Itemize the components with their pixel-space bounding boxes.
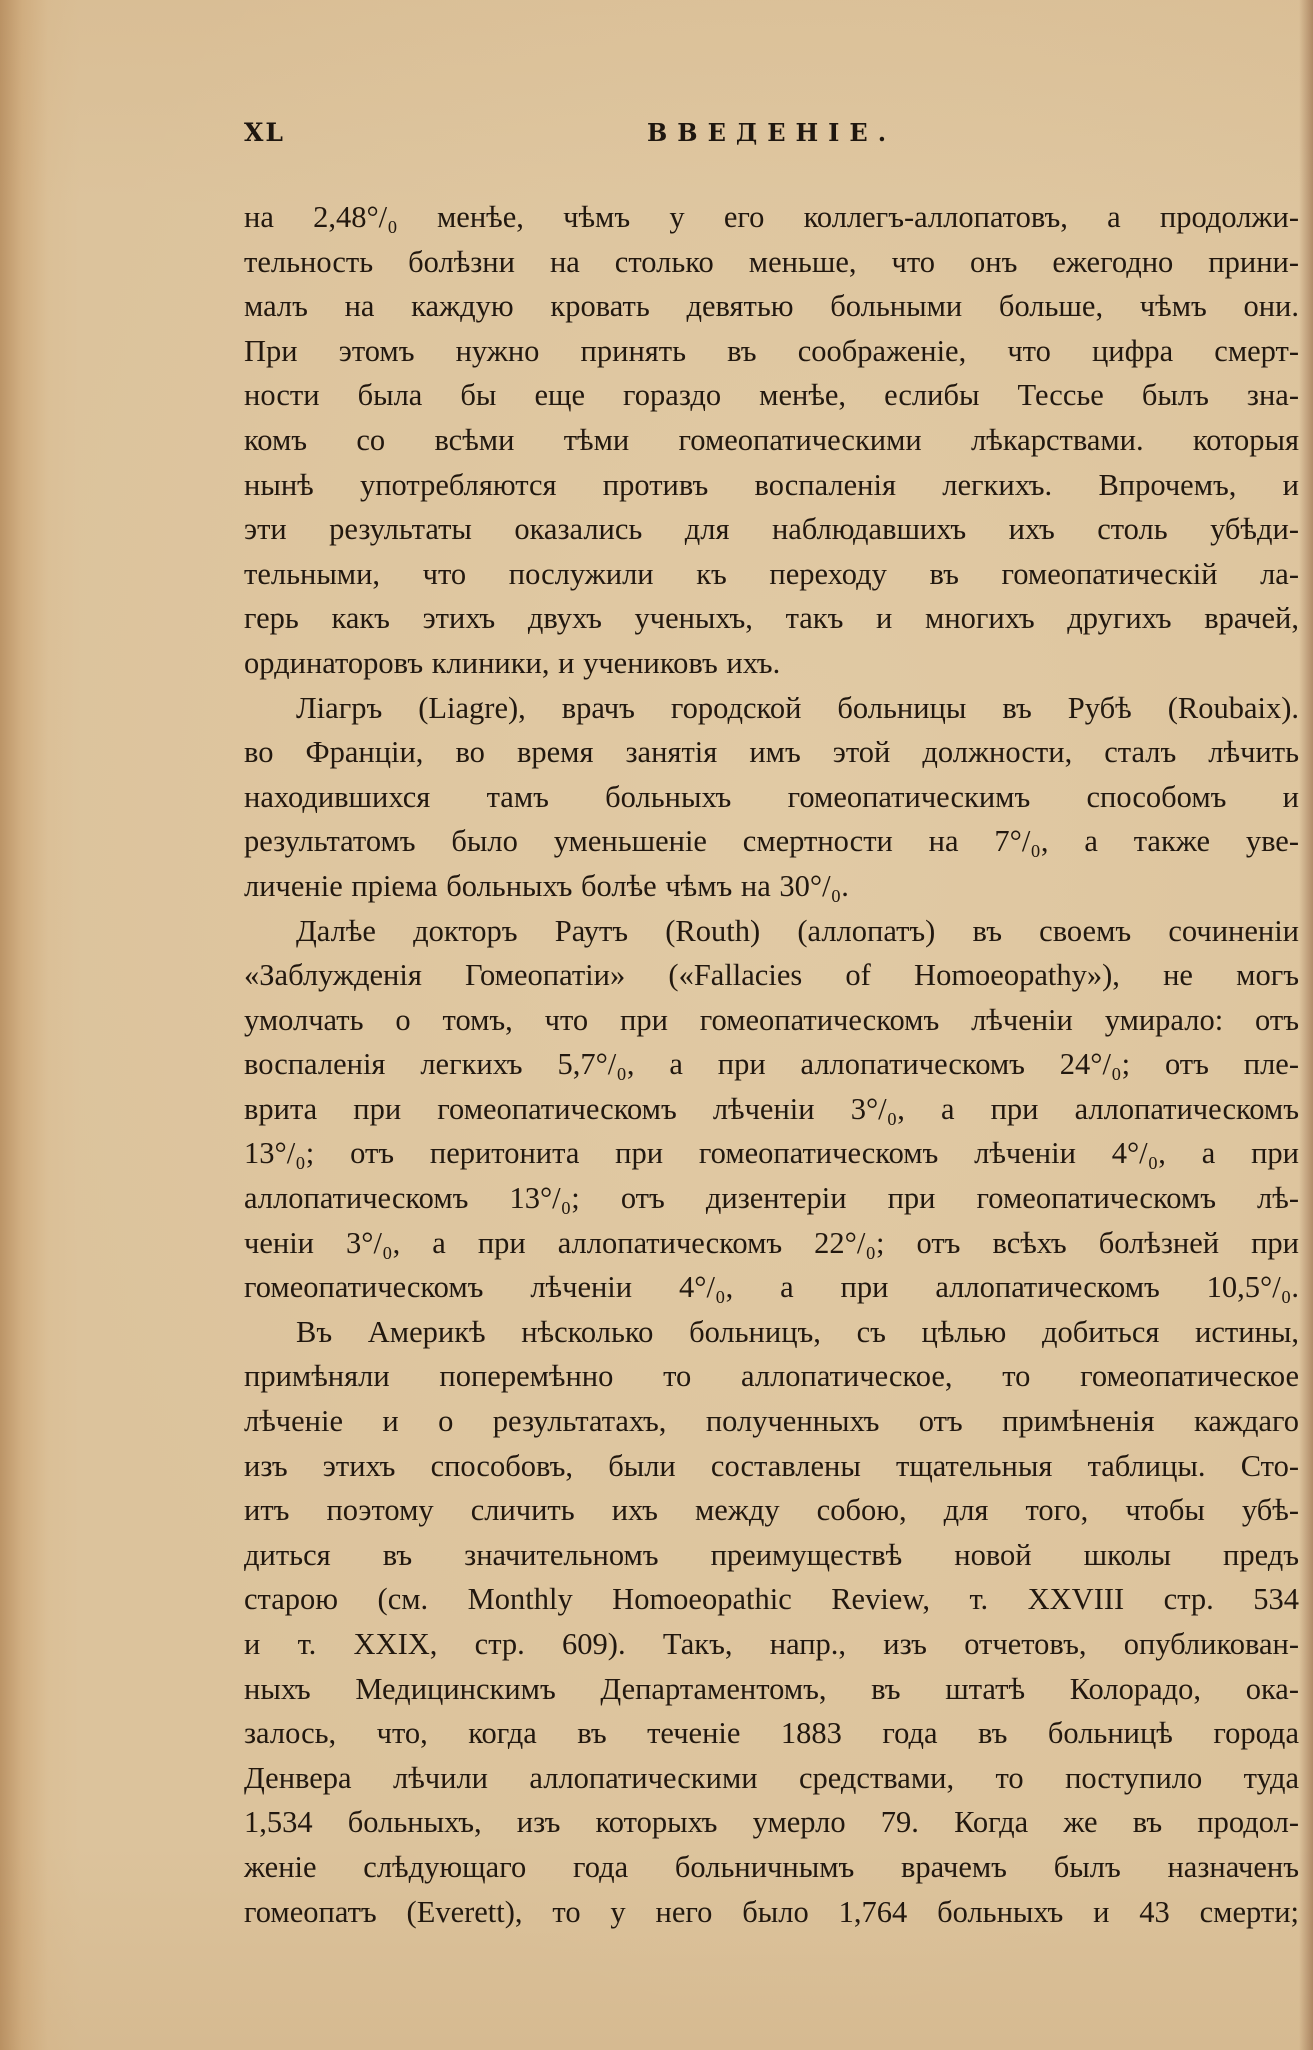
body-text [244,195,1299,1934]
text-line: залось, что, когда въ теченіе 1883 года въ больницѣ города [244,1716,1299,1751]
text-line: гомеопатъ (Everett), то у него было 1,764 больныхъ и 43 смерти; [244,1894,1299,1929]
text-line: ныхъ Медицинскимъ Департаментомъ, въ штатѣ Колорадо, ока- [244,1671,1299,1706]
running-title: ВВЕДЕНІЕ. [647,118,897,147]
paragraph [244,195,1299,686]
text-line: комъ со всѣми тѣми гомеопатическими лѣкарствами. которыя [244,422,1299,457]
text-line: результатомъ было уменьшеніе смертности на 7°/₀, а также уве- [244,824,1299,859]
text-line: нынѣ употребляются противъ воспаленія легкихъ. Впрочемъ, и [244,467,1299,502]
text-line: малъ на каждую кровать девятью больными больше, чѣмъ они. [244,289,1299,324]
text-line: герь какъ этихъ двухъ ученыхъ, такъ и многихъ другихъ врачей, [244,601,1299,636]
text-line: примѣняли поперемѣнно то аллопатическое, то гомеопатическое [244,1359,1299,1394]
text-line: воспаленія легкихъ 5,7°/₀, а при аллопатическомъ 24°/₀; отъ пле- [244,1047,1299,1082]
text-line: 13°/₀; отъ перитонита при гомеопатическомъ лѣченіи 4°/₀, а при [244,1136,1299,1171]
text-line: гомеопатическомъ лѣченіи 4°/₀, а при аллопатическомъ 10,5°/₀. [244,1270,1299,1305]
text-line: При этомъ нужно принять въ соображеніе, что цифра смерт- [244,333,1299,368]
text-line: личеніе пріема больныхъ болѣе чѣмъ на 30°/₀. [244,868,849,903]
text-line: и т. XXIX, стр. 609). Такъ, напр., изъ отчетовъ, опубликован- [244,1627,1299,1661]
text-line: тельными, что послужили къ переходу въ гомеопатическій ла- [244,556,1299,591]
paragraph [244,686,1299,909]
text-line: тельность болѣзни на столько меньше, что онъ ежегодно прини- [244,244,1299,279]
text-line: врита при гомеопатическомъ лѣченіи 3°/₀, а при аллопатическомъ [244,1091,1299,1126]
text-line: умолчать о томъ, что при гомеопатическомъ лѣченіи умирало: отъ [244,1002,1299,1037]
text-line: аллопатическомъ 13°/₀; отъ дизентеріи при гомеопатическомъ лѣ- [244,1181,1299,1216]
text-line: на 2,48°/₀ менѣе, чѣмъ у его коллегъ-аллопатовъ, а продолжи- [244,200,1299,234]
page-edge-shadow [1299,0,1313,2050]
text-line: во Франціи, во время занятія имъ этой должности, сталъ лѣчить [244,735,1299,770]
text-line: «Заблужденія Гомеопатіи» («Fallacies of Homoeopathy»), не могъ [244,958,1299,993]
text-line: Далѣе докторъ Раутъ (Routh) (аллопатъ) въ своемъ сочиненіи [296,913,1299,948]
paragraph [244,1310,1299,1934]
text-line: ординаторовъ клиники, и учениковъ ихъ. [244,645,781,680]
text-line: старою (см. Monthly Homoeopathic Review, т. XXVIII стр. 534 [244,1582,1299,1617]
text-line: женіе слѣдующаго года больничнымъ врачемъ былъ назначенъ [244,1849,1299,1884]
text-line: изъ этихъ способовъ, были составлены тщательныя таблицы. Сто- [244,1448,1299,1483]
text-line: диться въ значительномъ преимуществѣ новой школы предъ [244,1537,1299,1572]
paragraph [244,909,1299,1310]
text-line: Денвера лѣчили аллопатическими средствами, то поступило туда [244,1760,1299,1795]
text-line: лѣченіе и о результатахъ, полученныхъ отъ примѣненія каждаго [244,1404,1299,1439]
text-line: находившихся тамъ больныхъ гомеопатическимъ способомъ и [244,779,1299,814]
page-header [244,118,1259,158]
text-line: эти результаты оказались для наблюдавшихъ ихъ столь убѣди- [244,512,1299,547]
text-line: ности была бы еще гораздо менѣе, еслибы Тессье былъ зна- [244,378,1299,413]
page-number: XL [244,118,285,147]
text-line: ченіи 3°/₀, а при аллопатическомъ 22°/₀; отъ всѣхъ болѣзней при [244,1225,1299,1260]
text-line: Ліагръ (Liagre), врачъ городской больницы въ Рубѣ (Roubaix). [296,690,1299,725]
text-line: итъ поэтому сличить ихъ между собою, для того, чтобы убѣ- [244,1493,1299,1528]
text-line: 1,534 больныхъ, изъ которыхъ умерло 79. Когда же въ продол- [244,1805,1299,1840]
text-line: Въ Америкѣ нѣсколько больницъ, съ цѣлью добиться истины, [296,1314,1299,1349]
